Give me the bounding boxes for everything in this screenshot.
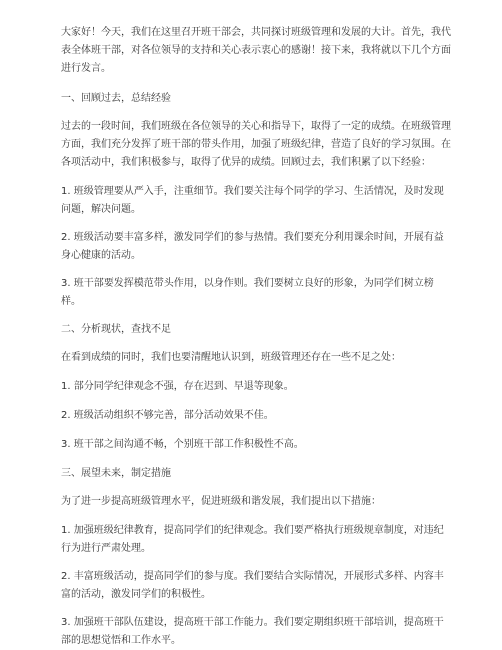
section-2-item-2: 2. 班级活动组织不够完善，部分活动效果不佳。 [61,410,274,421]
section-1-item-2: 2. 班级活动要丰富多样，激发同学们的参与热情。我们要充分利用课余时间，开展有益身心健康的活动。 [61,232,444,261]
section-1-item-3: 3. 班干部要发挥模范带头作用，以身作则。我们要树立良好的形象，为同学们树立榜样。 [61,278,434,307]
section-2-item-3: 3. 班干部之间沟通不畅，个别班干部工作积极性不高。 [61,439,304,450]
section-3-item-3: 3. 加强班干部队伍建设，提高班干部工作能力。我们要定期组织班干部培训，提高班干部的思想觉悟和工作水平。 [61,617,444,646]
section-1-heading: 一、回顾过去，总结经验 [61,93,171,104]
section-3-item-1: 1. 加强班级纪律教育，提高同学们的纪律观念。我们要严格执行班级规章制度，对违纪行为进行严肃处理。 [61,525,444,554]
section-2-body: 在看到成绩的同时，我们也要清醒地认识到，班级管理还存在一些不足之处： [61,352,401,363]
section-3-body: 为了进一步提高班级管理水平，促进班级和谐发展，我们提出以下措施： [61,496,381,507]
section-2-heading: 二、分析现状，查找不足 [61,324,171,335]
intro-paragraph: 大家好！今天，我们在这里召开班干部会，共同探讨班级管理和发展的大计。首先，我代表全体班干部，对各位领导的支持和关心表示衷心的感谢！接下来，我将就以下几个方面进行发言。 [61,27,451,74]
section-3-heading: 三、展望未来，制定措施 [61,468,171,479]
section-1-item-1: 1. 班级管理要从严入手，注重细节。我们要关注每个同学的学习、生活情况，及时发现问题，解决问题。 [61,186,444,215]
section-1-body: 过去的一段时间，我们班级在各位领导的关心和指导下，取得了一定的成绩。在班级管理方面，我们充分发挥了班干部的带头作用，加强了班级纪律，营造了良好的学习氛围。在各项活动中，我们积极参与，取得了优异的成绩。回顾过去，我们积累了以下经验： [61,121,451,168]
section-3-item-2: 2. 丰富班级活动，提高同学们的参与度。我们要结合实际情况，开展形式多样、内容丰富的活动，激发同学们的积极性。 [61,571,444,600]
section-2-item-1: 1. 部分同学纪律观念不强，存在迟到、早退等现象。 [61,381,294,392]
